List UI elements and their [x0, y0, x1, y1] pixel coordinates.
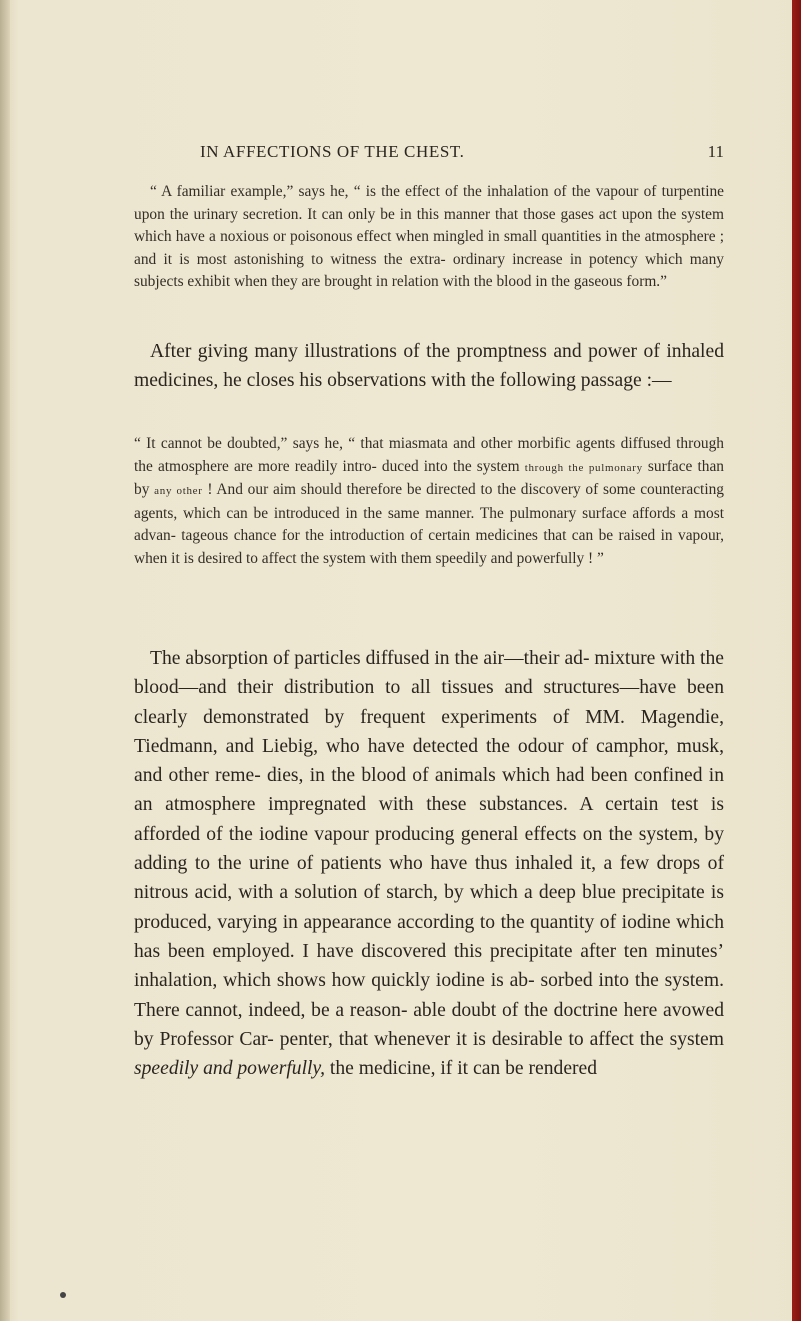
- body-paragraph-1: After giving many illustrations of the promptness and power of inhaled medicines, he closes his observations with the following passage :—: [134, 341, 724, 392]
- quote-2-smallcaps-a: through the pulmonary: [524, 461, 643, 474]
- paragraph-2-italic: speedily and powerfully,: [134, 1058, 326, 1080]
- quote-paragraph-2: [134, 433, 724, 570]
- quote-2-text-c: ! And our aim should therefore be directed to the discovery of some counteracting agents, which can be introduced in the same manner. The pulmonary surface affords a most advan- tageous chance for the introduction of certain medicines that can be raised in vapour, when it is desired to affect the system with them speedily and powerfully ! ”: [134, 481, 724, 567]
- quote-2-text-a: “ It cannot be doubted,” says he, “ that miasmata and other morbific agents diffused through the atmosphere are more readily intro- duced into the system: [134, 435, 724, 475]
- body-paragraph-2: [134, 644, 724, 1083]
- quote-2-smallcaps-b: any other: [154, 485, 203, 497]
- running-head: [110, 142, 724, 166]
- running-title: IN AFFECTIONS OF THE CHEST.: [200, 142, 465, 161]
- book-cover-edge: [792, 0, 801, 1321]
- ink-spot: [60, 1292, 66, 1298]
- quote-2-text-b: surface than by: [134, 457, 724, 498]
- page-gutter-shadow: [0, 0, 10, 1321]
- page-number: 11: [707, 142, 724, 161]
- paragraph-2-text: The absorption of particles diffused in the air—their ad- mixture with the blood—and their distribution to all tissues and structures—have been clearly demonstrated by frequent experiments of MM. Magendie, Tiedmann, and Liebig, who have detected the odour of camphor, musk, and other reme- dies, in the blood of animals which had been confined in an atmosphere impregnated with these substances. A certain test is afforded of the iodine vapour producing general effects on the system, by adding to the urine of patients who have thus inhaled it, a few drops of nitrous acid, with a solution of starch, by which a deep blue precipitate is produced, varying in appearance according to the quantity of iodine which has been employed. I have discovered this precipitate after ten minutes’ inhalation, which shows how quickly iodine is ab- sorbed into the system. There cannot, indeed, be a reason- able doubt of the doctrine here avowed by Professor Car- penter, that whenever it is desirable to affect the system: [134, 648, 724, 1050]
- quote-paragraph-1: “ A familiar example,” says he, “ is the effect of the inhalation of the vapour of turpentine upon the urinary secretion. It can only be in this manner that those gases act upon the system which have a noxious or poisonous effect when mingled in small quantities in the atmosphere ; and it is most astonishing to witness the extra- ordinary increase in potency which many subjects exhibit when they are brought in relation with the blood in the gaseous form.”: [134, 183, 724, 290]
- paragraph-2-tail: the medicine, if it can be rendered: [329, 1058, 598, 1080]
